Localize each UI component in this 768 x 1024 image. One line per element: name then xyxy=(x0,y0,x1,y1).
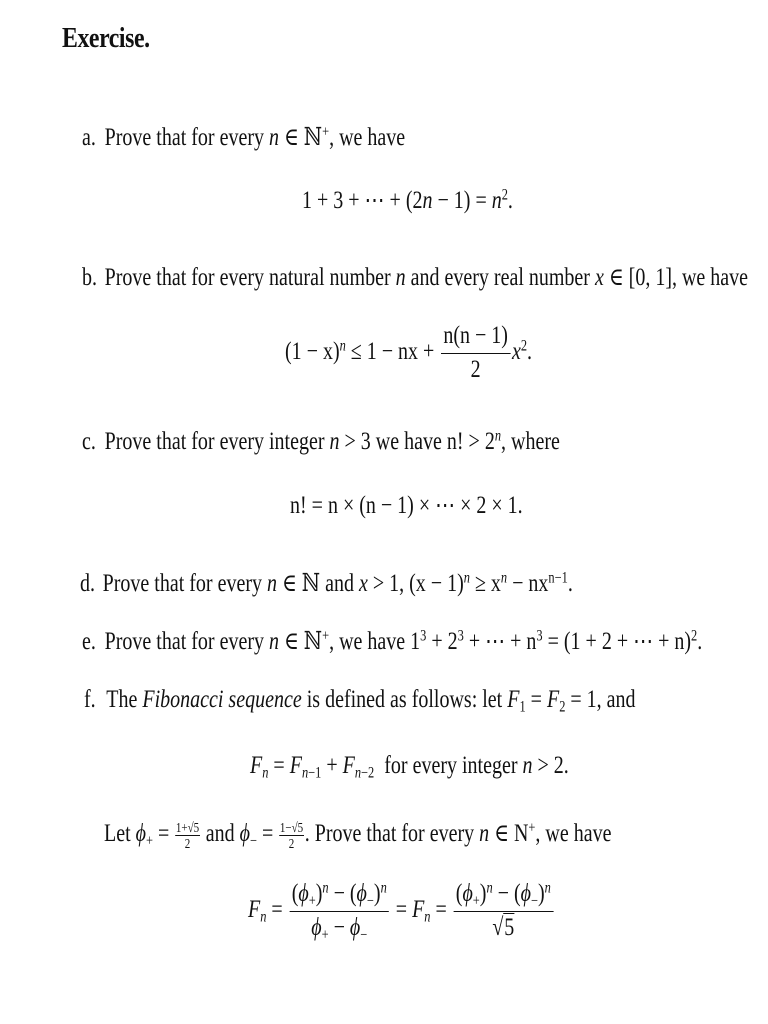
fraction: $\frac{1+√5}{2}$ xyxy=(175,819,200,851)
fraction: $\frac{n(n - 1)}{2}$ xyxy=(441,322,510,385)
exercise-a-equation: 1 + 3 + ⋯ + $(2n - 1) = n^2$. xyxy=(302,186,513,214)
exercise-e: e. Prove that for every n ∈ ℕ+, we have $1^3 + 2^3$ + ⋯ + $n^3 = (1 + 2$ + ⋯ + n)$^2$. xyxy=(82,627,703,655)
exercise-a: a. Prove that for every n ∈ ℕ+, we have xyxy=(82,123,406,151)
item-label: c. xyxy=(82,428,96,455)
item-label: f. xyxy=(84,686,96,713)
exercise-f: f. The Fibonacci sequence is defined as follows: let $F_1 = F_2 = 1$, and xyxy=(84,686,636,716)
item-label: b. xyxy=(82,264,97,291)
golden-ratio-definitions: Let $\phi_+$ = $\frac{1+√5}{2}$ and $\phi_-$ = $\frac{1-√5}{2}$ . Prove that for every n ∈ N+, we have xyxy=(104,819,612,851)
page-title: Exercise. xyxy=(62,22,150,54)
item-label: a. xyxy=(82,124,96,151)
item-label: e. xyxy=(82,628,96,655)
exercise-b: b. Prove that for every natural number n and every real number x ∈ [0, 1], we have xyxy=(82,264,749,291)
fraction: $\frac{(\phi_+)^n - (\phi_-)^n}{√5}$ xyxy=(453,880,553,943)
item-label: d. xyxy=(80,570,95,597)
fibonacci-recurrence: $F_n = F_{n-1} + F_{n-2}$ for every integer n > 2. xyxy=(250,752,569,782)
binet-formula: $F_n$ = $\frac{(\phi_+)^n - (\phi_-)^n}{\phi_+ - \phi_-}$ = $F_n$ = $\frac{(\phi_+)^n - (\phi_-)^n}{√5}$ xyxy=(248,880,555,943)
fraction: $\frac{(\phi_+)^n - (\phi_-)^n}{\phi_+ - \phi_-}$ xyxy=(289,880,389,943)
fraction: $\frac{1-√5}{2}$ xyxy=(279,819,304,851)
exercise-d: d. Prove that for every n ∈ ℕ and x > 1, $(x - 1)^n \ge x^n - nx^{n-1}$. xyxy=(80,569,573,597)
exercise-c-definition: n! = n × (n − 1) × ⋯ × 2 × 1. xyxy=(290,492,523,519)
exercise-c: c. Prove that for every integer n > 3 we have n! > $2^n$, where xyxy=(82,427,560,455)
exercise-b-inequality: $(1 - x)^n \le 1$ − nx + $\frac{n(n - 1)}{2}$ $x^2$. xyxy=(285,322,533,383)
